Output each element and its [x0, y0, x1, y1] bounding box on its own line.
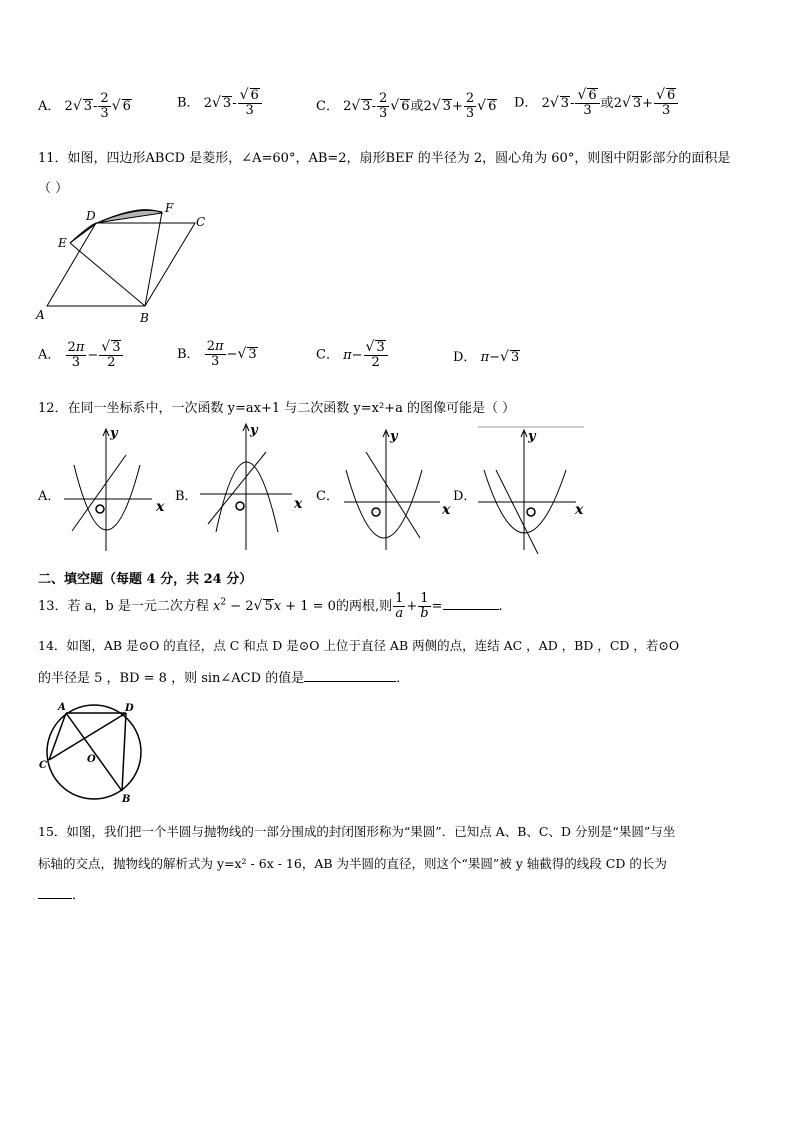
q11-label-a: A [36, 308, 45, 322]
q12-d-origin-mark [527, 508, 535, 516]
q12-b-y-label: y [250, 423, 258, 438]
q11-option-a [38, 340, 124, 370]
q10-option-a-expr: 2√ 3- $\frac{2}{3}$ √ 6 [64, 91, 131, 121]
q10-option-c-expr: 2√ 3- $\frac{2}{3}$ √ 6或2√ 3+ $\frac{2}{3}$ √ 6 [343, 91, 497, 121]
q11-shaded-region [70, 210, 162, 243]
q14-label-c: C [39, 760, 47, 771]
q15-line3-suffix: ． [72, 888, 86, 903]
q14-chord-bd [122, 713, 126, 791]
q13-answer-blank[interactable] [443, 609, 499, 610]
q14-line2-prefix: 的半径是 5 ，BD = 8 ，则 sin∠ACD 的值是 [38, 671, 305, 686]
q10-option-c [316, 92, 497, 121]
q14-answer-blank[interactable] [304, 681, 396, 682]
q11-label-c: C [196, 215, 206, 229]
q14-diameter-ab [66, 713, 122, 791]
q10-c-or: 或 [410, 99, 424, 114]
q13-equation: $x^2 - 2√$ 5x + 1 = 0 [213, 597, 336, 614]
q11-radius-be [70, 243, 145, 306]
q14-label-o: O [87, 754, 96, 765]
q12-b-origin-mark [236, 502, 244, 510]
q11-option-d-label: D． [453, 350, 477, 365]
q13-expr: $\frac{1}{a}$ + $\frac{1}{b}$ = [395, 591, 443, 621]
q14-line2 [38, 667, 409, 686]
q12-a-line [72, 455, 126, 531]
q12-graph-a [60, 425, 170, 553]
q11-option-c-label: C． [316, 347, 339, 363]
q10-d-or: 或 [600, 95, 614, 111]
q12-option-d-label: D． [453, 489, 477, 504]
q14-line2-suffix: ． [396, 671, 410, 686]
q11-option-d-expr: π−√ 3 [480, 349, 520, 365]
q13-suffix: . [498, 599, 503, 614]
q12-b-parabola [216, 462, 278, 532]
q13-prefix: 13．若 a，b 是一元二次方程 [38, 599, 209, 614]
q15-line3 [38, 884, 85, 903]
q10-option-a-label: A． [38, 99, 61, 114]
q11-stem-line1: 11．如图，四边形ABCD 是菱形，∠A=60°，AB=2，扇形BEF 的半径为 2，圆心角为 60°，则图中阴影部分的面积是 [38, 151, 731, 166]
q12-d-x-label: x [575, 502, 584, 518]
q11-figure [32, 198, 217, 326]
q11-option-a-expr: $\frac{2\pi}{3}$ − $\frac{√ 3}{2}$ [65, 348, 125, 363]
q12-graph-d [474, 426, 589, 554]
q12-graph-b [198, 422, 310, 552]
q12-a-y-label: y [110, 426, 118, 441]
q15-answer-blank[interactable] [38, 898, 72, 899]
q12-graph-c [340, 426, 455, 552]
q12-a-parabola [74, 465, 140, 530]
q12-b-x-label: x [294, 496, 303, 512]
q10-option-b [177, 88, 263, 118]
q10-option-d-label: D． [514, 95, 538, 111]
q11-label-d: D [86, 209, 96, 223]
q10-option-c-label: C． [316, 99, 339, 114]
q14-chord-ac [49, 713, 66, 760]
q12-option-a-label: A． [38, 489, 61, 504]
q11-option-d [453, 346, 520, 365]
q12-c-x-label: x [442, 502, 451, 518]
q11-option-a-label: A． [38, 347, 61, 363]
q15-line1: 15．如图，我们把一个半圆与抛物线的一部分围成的封闭图形称为“果圆”．已知点 A、B、C、D 分别是“果圆”与坐 [38, 824, 676, 839]
q14-label-a: A [58, 702, 66, 713]
q11-option-b-label: B． [177, 347, 200, 362]
q12-a-origin-mark [96, 505, 104, 513]
q11-option-b-expr: $\frac{2\pi}{3}$ −√ 3 [206, 339, 257, 369]
q14-line1: 14．如图，AB 是⊙O 的直径，点 C 和点 D 是⊙O 上位于直径 AB 两侧的点，连结 AC ，AD ，BD ，CD ，若⊙O [38, 638, 680, 653]
q11-stem-line2: （ ） [38, 181, 69, 196]
q12-d-y-label: y [528, 429, 536, 444]
q11-option-c [316, 340, 389, 370]
q11-label-e: E [58, 236, 67, 250]
q11-label-b: B [140, 311, 149, 325]
q12-stem: 12．在同一坐标系中，一次函数 y=ax+1 与二次函数 y=x²+a 的图像可能是（ ） [38, 401, 516, 416]
q12-c-origin-mark [372, 508, 380, 516]
q10-option-d-expr: 2√ 3- $\frac{√ 6}{3}$ 或2√ 3+ $\frac{√ 6}{3}$ [542, 96, 680, 111]
q10-option-d [514, 88, 679, 118]
section2-heading: 二、填空题（每题 4 分，共 24 分） [38, 572, 253, 587]
q12-option-b-label: B． [175, 489, 198, 504]
q11-label-f: F [165, 201, 174, 215]
q12-b-line [208, 452, 266, 524]
q11-option-c-expr: π− $\frac{√ 3}{2}$ [343, 348, 389, 363]
q11-option-b [177, 340, 258, 369]
q15-line2: 标轴的交点，抛物线的解析式为 y=x² - 6x - 16，AB 为半圆的直径，则这个“果圆”被 y 轴截得的线段 CD 的长为 [38, 856, 667, 871]
q12-option-c-label: C． [316, 489, 339, 504]
q14-figure [36, 700, 148, 806]
q10-option-b-expr: 2√ 3- $\frac{√ 6}{3}$ [204, 96, 263, 111]
q10-option-b-label: B． [177, 95, 200, 111]
q11-rhombus [47, 223, 195, 306]
q12-d-line [496, 470, 538, 554]
q13 [38, 592, 503, 621]
q12-c-line [366, 452, 420, 538]
q14-label-d: D [125, 703, 134, 714]
q10-option-a [38, 92, 132, 121]
q12-a-x-label: x [156, 499, 165, 515]
q13-middle: 的两根,则 [335, 599, 393, 614]
q14-label-b: B [122, 794, 131, 805]
q12-c-y-label: y [390, 429, 398, 444]
